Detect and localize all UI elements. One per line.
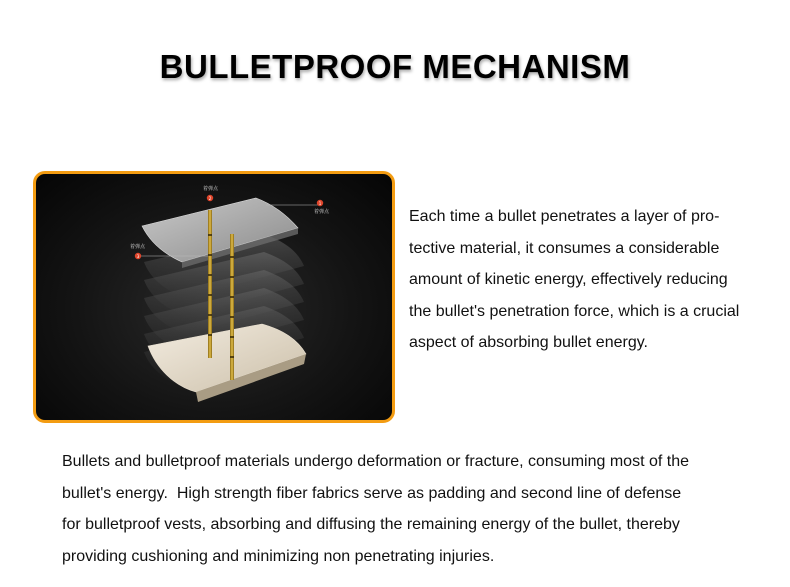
side-paragraph-line: Each time a bullet penetrates a layer of pro-: [409, 208, 720, 225]
bottom-paragraph-line: bullet's energy. High strength fiber fabrics serve as padding and second line of defense: [62, 484, 682, 502]
bottom-paragraph-line: for bulletproof vests, absorbing and diffusing the remaining energy of the bullet, thereby: [62, 516, 680, 533]
page-title: BULLETPROOF MECHANISM: [159, 48, 631, 85]
side-paragraph-line: aspect of absorbing bullet energy.: [409, 334, 648, 351]
side-paragraph-line: the bullet's penetration force, which is a crucial: [409, 302, 740, 320]
callout-1-number: 1: [318, 201, 322, 206]
callout-2-number: 2: [208, 196, 212, 201]
side-paragraph: [409, 201, 784, 359]
bottom-paragraph-line: providing cushioning and minimizing non penetrating injuries.: [62, 547, 495, 565]
layered-armor-illustration: [36, 174, 392, 420]
callout-2-label: 着弹点: [203, 186, 219, 192]
bottom-paragraph-line: Bullets and bulletproof materials undergo deformation or fracture, consuming most of the: [62, 453, 689, 470]
callout-2: [203, 185, 219, 201]
callout-3-number: 3: [136, 254, 140, 259]
callout-3-label: 着弹点: [130, 244, 146, 250]
side-paragraph-line: tective material, it consumes a considerable: [409, 239, 720, 257]
layered-armor-figure: [33, 171, 395, 423]
bottom-paragraph: [62, 446, 782, 572]
callout-1-label: 着弹点: [314, 209, 330, 215]
side-paragraph-line: amount of kinetic energy, effectively reducing: [409, 271, 728, 288]
